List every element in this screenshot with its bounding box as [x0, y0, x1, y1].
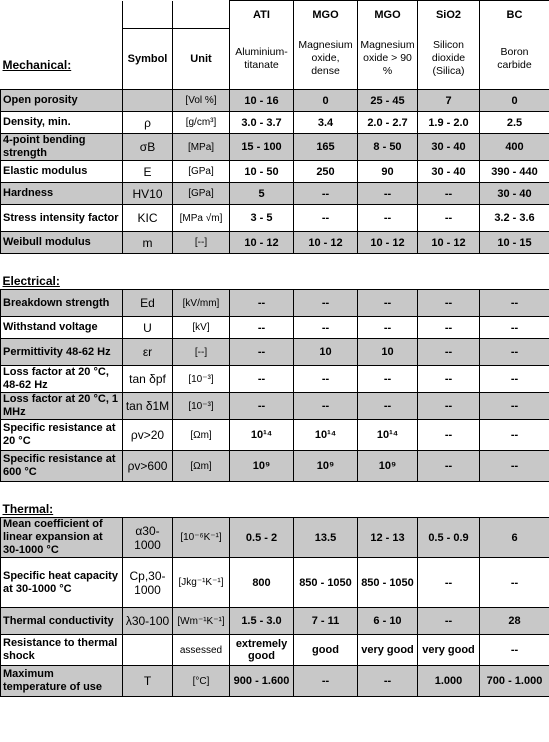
property-value: -- — [480, 366, 549, 393]
property-symbol: U — [123, 317, 173, 339]
property-symbol: α30-1000 — [123, 518, 173, 558]
property-unit: [10⁻³] — [173, 366, 230, 393]
property-value: -- — [480, 393, 549, 420]
property-value: 0 — [480, 90, 549, 112]
property-value: 10 - 15 — [480, 232, 549, 254]
property-value: 850 - 1050 — [358, 558, 418, 608]
property-symbol: tan δ1M — [123, 393, 173, 420]
property-label: Elastic modulus — [1, 161, 123, 183]
table-row — [1, 608, 549, 635]
property-label: Maximum temperature of use — [1, 666, 123, 697]
property-value: 3.4 — [294, 112, 358, 134]
description-mgo-dense: Magnesium oxide, dense — [294, 29, 358, 90]
property-value: 5 — [230, 183, 294, 205]
table-row — [1, 183, 549, 205]
property-unit: assessed — [173, 635, 230, 666]
property-unit: [Ωm] — [173, 420, 230, 451]
property-symbol: εr — [123, 339, 173, 366]
property-value: 12 - 13 — [358, 518, 418, 558]
property-value: -- — [230, 317, 294, 339]
property-unit: [--] — [173, 232, 230, 254]
property-value: 0.5 - 0.9 — [418, 518, 480, 558]
property-label: Specific resistance at 600 °C — [1, 451, 123, 482]
property-value: -- — [418, 608, 480, 635]
property-unit: [Vol %] — [173, 90, 230, 112]
property-value: extremely good — [230, 635, 294, 666]
property-label: Permittivity 48-62 Hz — [1, 339, 123, 366]
property-unit: [--] — [173, 339, 230, 366]
property-unit: [MPa √m] — [173, 205, 230, 232]
property-label: Weibull modulus — [1, 232, 123, 254]
property-label: Open porosity — [1, 90, 123, 112]
column-header-mgo-dense: MGO — [294, 1, 358, 29]
property-value: 0.5 - 2 — [230, 518, 294, 558]
property-value: -- — [418, 366, 480, 393]
property-symbol: T — [123, 666, 173, 697]
property-symbol: E — [123, 161, 173, 183]
property-value: 390 - 440 — [480, 161, 549, 183]
table-row — [1, 339, 549, 366]
property-value: 400 — [480, 134, 549, 161]
description-ati: Aluminium-titanate — [230, 29, 294, 90]
property-unit: [GPa] — [173, 183, 230, 205]
property-value: -- — [294, 290, 358, 317]
column-header-bc: BC — [480, 1, 549, 29]
table-row — [1, 290, 549, 317]
property-value: 900 - 1.600 — [230, 666, 294, 697]
property-symbol: σB — [123, 134, 173, 161]
property-value: -- — [418, 420, 480, 451]
property-symbol: ρ — [123, 112, 173, 134]
property-label: Mean coefficient of linear expansion at 30-1000 °C — [1, 518, 123, 558]
property-value: 1.5 - 3.0 — [230, 608, 294, 635]
property-value: -- — [418, 339, 480, 366]
property-value: 10⁹ — [294, 451, 358, 482]
description-bc: Boron carbide — [480, 29, 549, 90]
property-value: 10¹⁴ — [358, 420, 418, 451]
table-row — [1, 666, 549, 697]
table-row — [1, 90, 549, 112]
property-value: -- — [230, 339, 294, 366]
property-value: -- — [418, 290, 480, 317]
property-value: 10¹⁴ — [294, 420, 358, 451]
property-value: -- — [294, 666, 358, 697]
property-value: -- — [358, 290, 418, 317]
property-symbol: Ed — [123, 290, 173, 317]
property-value: 8 - 50 — [358, 134, 418, 161]
property-value: 28 — [480, 608, 549, 635]
table-row — [1, 518, 549, 558]
unit-header: Unit — [173, 29, 230, 90]
property-label: Stress intensity factor — [1, 205, 123, 232]
property-value: 3.2 - 3.6 — [480, 205, 549, 232]
property-value: -- — [480, 290, 549, 317]
table-row — [1, 451, 549, 482]
property-symbol: HV10 — [123, 183, 173, 205]
property-symbol: ρv>600 — [123, 451, 173, 482]
property-value: 165 — [294, 134, 358, 161]
property-value: 10 - 12 — [230, 232, 294, 254]
description-mgo-90: Magnesium oxide > 90 % — [358, 29, 418, 90]
property-value: 3.0 - 3.7 — [230, 112, 294, 134]
property-value: 25 - 45 — [358, 90, 418, 112]
property-value: -- — [480, 635, 549, 666]
property-value: -- — [358, 183, 418, 205]
property-value: 2.5 — [480, 112, 549, 134]
property-label: Breakdown strength — [1, 290, 123, 317]
property-unit: [10⁻⁶K⁻¹] — [173, 518, 230, 558]
property-value: very good — [418, 635, 480, 666]
column-header-sio2: SiO2 — [418, 1, 480, 29]
section-title-electrical: Electrical: — [2, 274, 60, 288]
property-symbol — [123, 635, 173, 666]
property-value: -- — [294, 205, 358, 232]
property-value: -- — [294, 393, 358, 420]
property-value: -- — [230, 366, 294, 393]
property-value: 10 - 12 — [294, 232, 358, 254]
property-value: 10 — [294, 339, 358, 366]
property-label: Loss factor at 20 °C, 48-62 Hz — [1, 366, 123, 393]
property-value: -- — [230, 393, 294, 420]
property-label: Thermal conductivity — [1, 608, 123, 635]
property-value: -- — [358, 366, 418, 393]
property-value: -- — [358, 666, 418, 697]
table-row — [1, 420, 549, 451]
property-value: 10 - 12 — [418, 232, 480, 254]
property-value: 6 - 10 — [358, 608, 418, 635]
property-value: -- — [480, 558, 549, 608]
property-unit: [kV] — [173, 317, 230, 339]
property-unit: [Ωm] — [173, 451, 230, 482]
property-symbol: KIC — [123, 205, 173, 232]
property-value: 10⁹ — [358, 451, 418, 482]
table-row — [1, 635, 549, 666]
property-value: -- — [480, 339, 549, 366]
table-row — [1, 317, 549, 339]
property-value: -- — [418, 183, 480, 205]
property-value: 30 - 40 — [418, 161, 480, 183]
property-value: 90 — [358, 161, 418, 183]
property-value: 1.000 — [418, 666, 480, 697]
property-unit: [Jkg⁻¹K⁻¹] — [173, 558, 230, 608]
property-value: 30 - 40 — [418, 134, 480, 161]
table-row — [1, 161, 549, 183]
property-value: 700 - 1.000 — [480, 666, 549, 697]
section-title-mechanical: Mechanical: — [1, 29, 123, 90]
column-header-ati: ATI — [230, 1, 294, 29]
property-symbol: m — [123, 232, 173, 254]
property-value: -- — [358, 205, 418, 232]
property-value: 10 — [358, 339, 418, 366]
property-value: 15 - 100 — [230, 134, 294, 161]
property-value: 7 — [418, 90, 480, 112]
property-label: Resistance to thermal shock — [1, 635, 123, 666]
property-value: 0 — [294, 90, 358, 112]
property-unit: [MPa] — [173, 134, 230, 161]
symbol-header: Symbol — [123, 29, 173, 90]
property-value: -- — [480, 317, 549, 339]
property-label: Density, min. — [1, 112, 123, 134]
property-value: -- — [480, 451, 549, 482]
property-unit: [Wm⁻¹K⁻¹] — [173, 608, 230, 635]
property-value: -- — [358, 393, 418, 420]
property-value: good — [294, 635, 358, 666]
property-value: -- — [418, 558, 480, 608]
property-value: -- — [294, 317, 358, 339]
property-label: Hardness — [1, 183, 123, 205]
table-row — [1, 366, 549, 393]
property-value: 10 - 12 — [358, 232, 418, 254]
property-unit: [g/cm³] — [173, 112, 230, 134]
property-value: -- — [294, 183, 358, 205]
property-value: -- — [418, 451, 480, 482]
property-value: -- — [358, 317, 418, 339]
property-value: -- — [230, 290, 294, 317]
property-value: very good — [358, 635, 418, 666]
property-value: 10⁹ — [230, 451, 294, 482]
property-unit: [°C] — [173, 666, 230, 697]
property-value: 30 - 40 — [480, 183, 549, 205]
table-row — [1, 134, 549, 161]
table-row — [1, 112, 549, 134]
property-label: Specific heat capacity at 30-1000 °C — [1, 558, 123, 608]
table-row — [1, 232, 549, 254]
property-value: 6 — [480, 518, 549, 558]
property-symbol: λ30-100 — [123, 608, 173, 635]
property-value: -- — [294, 366, 358, 393]
property-label: Withstand voltage — [1, 317, 123, 339]
property-value: -- — [418, 393, 480, 420]
table-row — [1, 393, 549, 420]
property-value: 1.9 - 2.0 — [418, 112, 480, 134]
property-unit: [GPa] — [173, 161, 230, 183]
property-value: 10 - 50 — [230, 161, 294, 183]
property-value: 850 - 1050 — [294, 558, 358, 608]
property-symbol: Cp,30-1000 — [123, 558, 173, 608]
table-row — [1, 558, 549, 608]
property-value: 7 - 11 — [294, 608, 358, 635]
property-unit: [kV/mm] — [173, 290, 230, 317]
property-value: 3 - 5 — [230, 205, 294, 232]
property-label: 4-point bending strength — [1, 134, 123, 161]
property-symbol: ρv>20 — [123, 420, 173, 451]
property-value: -- — [480, 420, 549, 451]
property-value: 10¹⁴ — [230, 420, 294, 451]
description-sio2: Silicon dioxide (Silica) — [418, 29, 480, 90]
property-value: 250 — [294, 161, 358, 183]
property-label: Specific resistance at 20 °C — [1, 420, 123, 451]
property-symbol: tan δpf — [123, 366, 173, 393]
property-value: -- — [418, 205, 480, 232]
property-value: 10 - 16 — [230, 90, 294, 112]
property-value: 13.5 — [294, 518, 358, 558]
column-header-mgo-90: MGO — [358, 1, 418, 29]
property-label: Loss factor at 20 °C, 1 MHz — [1, 393, 123, 420]
property-unit: [10⁻³] — [173, 393, 230, 420]
table-row — [1, 205, 549, 232]
property-value: 800 — [230, 558, 294, 608]
property-value: 2.0 - 2.7 — [358, 112, 418, 134]
section-title-thermal: Thermal: — [2, 502, 54, 516]
property-symbol — [123, 90, 173, 112]
property-value: -- — [418, 317, 480, 339]
